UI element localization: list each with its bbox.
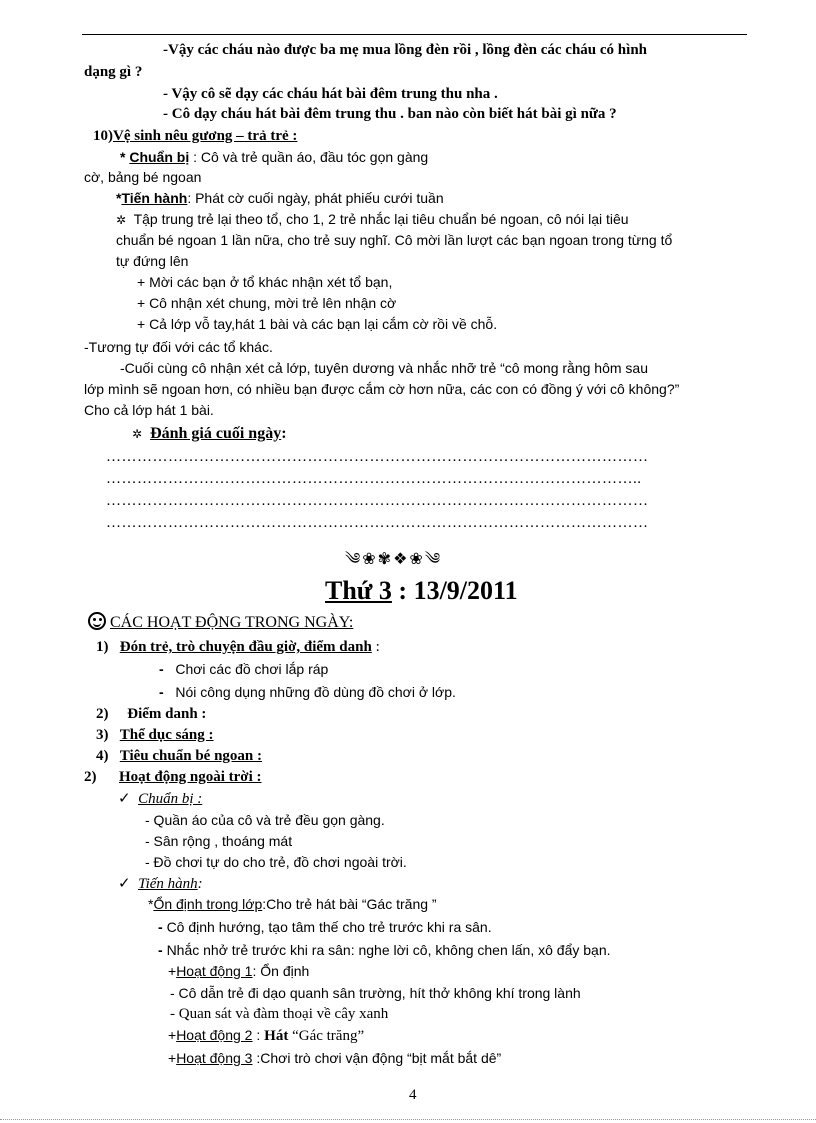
text-line: -Cuối cùng cô nhận xét cả lớp, tuyên dương và nhắc nhỡ trẻ “cô mong rằng hôm sau <box>120 360 648 376</box>
list-item: - Chơi các đồ chơi lắp ráp <box>159 661 329 677</box>
text-line: - Cô dạy cháu hát bài đêm trung thu . ban nào còn biết hát bài gì nữa ? <box>163 106 617 122</box>
text-line: chuẩn bé ngoan 1 lần nữa, cho trẻ suy nghĩ. Cô mời lần lượt các bạn ngoan trong từng tổ <box>116 232 673 248</box>
list-item: - Cô dẫn trẻ đi dạo quanh sân trường, hít thở không khí trong lành <box>170 985 581 1001</box>
dotted-line: …………………………………………………………………………………………… <box>106 515 649 531</box>
text-line: dạng gì ? <box>84 64 143 80</box>
text-line: ✲ Tập trung trẻ lại theo tổ, cho 1, 2 trẻ nhắc lại tiêu chuẩn bé ngoan, cô nói lại tiêu <box>116 211 629 227</box>
text-line: +Hoạt động 1: Ổn định <box>168 963 310 979</box>
list-item: - Đồ chơi tự do cho trẻ, đồ chơi ngoài trời. <box>145 854 407 870</box>
day-title: Thứ 3 : 13/9/2011 <box>325 576 518 605</box>
checkmark-icon: ✓ <box>118 789 131 807</box>
text-line: + Mời các bạn ở tổ khác nhận xét tổ bạn, <box>137 274 393 290</box>
smiley-icon <box>88 612 106 630</box>
page-number: 4 <box>409 1087 417 1103</box>
dotted-line: …………………………………………………………………………………………… <box>106 449 649 465</box>
ornament-divider: ༄❀✾❖❀༄ <box>345 549 443 568</box>
prep-continuation: cờ, bảng bé ngoan <box>84 169 202 185</box>
text-line: lớp mình sẽ ngoan hơn, có nhiều bạn được cắm cờ hơn nữa, các con có đồng ý với cô không?” <box>84 381 680 397</box>
prep-subheading: ✓ Chuẩn bị : <box>118 789 203 807</box>
procedure-subheading: ✓ Tiến hành: <box>118 874 203 892</box>
list-item: - Nói công dụng những đồ dùng đồ chơi ở lớp. <box>159 684 456 700</box>
text-line: + Cô nhận xét chung, mời trẻ lên nhận cờ <box>137 295 397 311</box>
section-heading: 2) Hoạt động ngoài trời : <box>84 769 262 785</box>
procedure-line: *Tiến hành: Phát cờ cuối ngày, phát phiếu cưới tuần <box>116 190 444 206</box>
list-item: - Quan sát và đàm thoại về cây xanh <box>170 1006 389 1022</box>
flower-bullet-icon: ✲ <box>116 213 127 227</box>
text-line: Cho cả lớp hát 1 bài. <box>84 402 214 418</box>
list-item: - Quần áo của cô và trẻ đều gọn gàng. <box>145 812 385 828</box>
dotted-line: …………………………………………………………………………………………… <box>106 493 649 509</box>
list-item: 1) Đón trẻ, trò chuyện đầu giờ, điểm danh : <box>96 639 380 655</box>
list-item: - Sân rộng , thoáng mát <box>145 833 293 849</box>
flower-bullet-icon: ✲ <box>132 427 143 441</box>
text-line: +Hoạt động 3 :Chơi trò chơi vận động “bịt mắt bắt dê” <box>168 1050 502 1066</box>
text-line: -Vậy các cháu nào được ba mẹ mua lồng đèn rồi , lồng đèn các cháu có hình <box>163 42 648 58</box>
text-line: *Ổn định trong lớp:Cho trẻ hát bài “Gác trăng ” <box>148 896 437 912</box>
evaluation-heading: ✲ Đánh giá cuối ngày: <box>132 425 287 442</box>
list-item: - Cô định hướng, tạo tâm thế cho trẻ trước khi ra sân. <box>158 919 492 935</box>
list-item: 4) Tiêu chuẩn bé ngoan : <box>96 748 263 764</box>
dotted-line: ………………………………………………………………………………………….. <box>106 471 642 487</box>
text-line: -Tương tự đối với các tổ khác. <box>84 339 273 355</box>
page-edge <box>0 1119 816 1120</box>
list-item: 2) Điểm danh : <box>96 706 207 722</box>
section-heading: 10)Vệ sinh nêu gương – trả trẻ : <box>93 128 298 144</box>
list-item: 3) Thể dục sáng : <box>96 727 214 743</box>
text-line: - Vậy cô sẽ dạy các cháu hát bài đêm trung thu nha . <box>163 86 498 102</box>
checkmark-icon: ✓ <box>118 874 131 892</box>
header-rule <box>82 34 747 35</box>
text-line: + Cả lớp vỗ tay,hát 1 bài và các bạn lại cắm cờ rồi về chỗ. <box>137 316 498 332</box>
text-line: tự đứng lên <box>116 253 189 269</box>
activities-heading: CÁC HOẠT ĐỘNG TRONG NGÀY: <box>88 612 353 632</box>
text-line: +Hoạt động 2 : Hát “Gác trăng” <box>168 1027 365 1044</box>
list-item: - Nhắc nhở trẻ trước khi ra sân: nghe lời cô, không chen lấn, xô đẩy bạn. <box>158 942 611 958</box>
prep-line: * Chuẩn bị : Cô và trẻ quần áo, đầu tóc gọn gàng <box>120 149 429 165</box>
